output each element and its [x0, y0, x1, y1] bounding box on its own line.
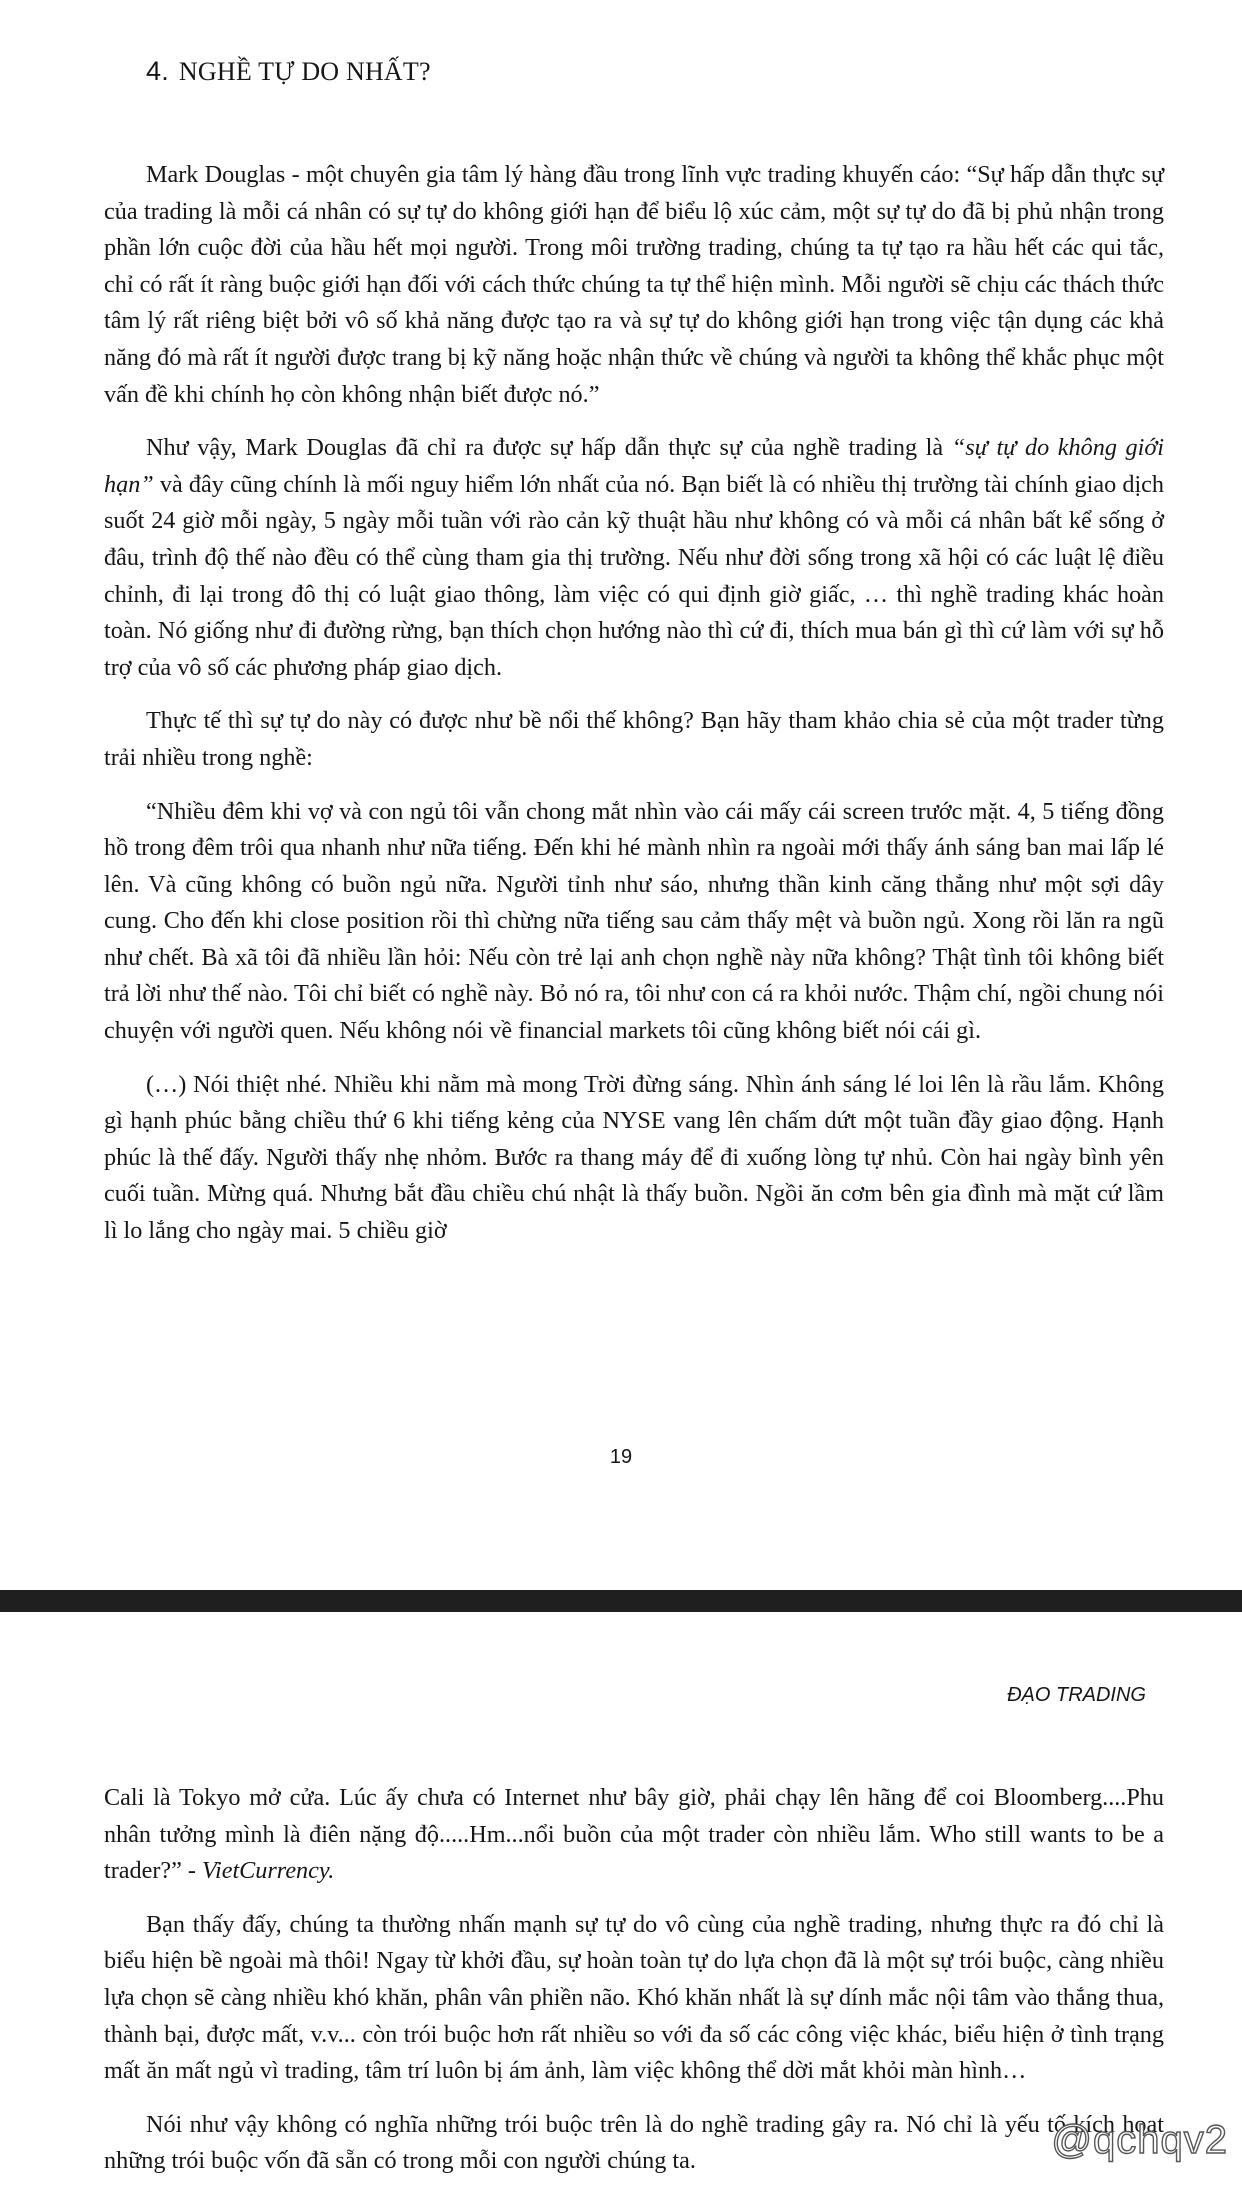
- watermark: @qchqv2: [1051, 2118, 1228, 2162]
- paragraph-trader-story: “Nhiều đêm khi vợ và con ngủ tôi vẫn chong mắt nhìn vào cái mấy cái screen trước mặt. 4, 5 tiếng đồng hồ trong đêm trôi qua nhanh như nữa tiếng. Đến khi hé mành nhìn ra ngoài mới thấy ánh sáng ban mai lấp lé lên. Và cũng không có buồn ngủ nữa. Người tỉnh như sáo, nhưng thần kinh căng thẳng như một sợi dây cung. Cho đến khi close position rồi thì chừng nữa tiếng sau cảm thấy mệt và buồn ngủ. Xong rồi lăn ra ngũ như chết. Bà xã tôi đã nhiều lần hỏi: Nếu còn trẻ lại anh chọn nghề này nữa không? Thật tình tôi không biết trả lời như thế nào. Tôi chỉ biết có nghề này. Bỏ nó ra, tôi như con cá ra khỏi nước. Thậm chí, ngồi chung nói chuyện với người quen. Nếu không nói về financial markets tôi cũng không biết nói cái gì.: [104, 797, 1164, 1045]
- page-20-body: [104, 1780, 1164, 2197]
- paragraph-trader-story-continued: (…) Nói thiệt nhé. Nhiều khi nằm mà mong Trời đừng sáng. Nhìn ánh sáng lé loi lên là rầu lắm. Không gì hạnh phúc bằng chiều thứ 6 khi tiếng kẻng của NYSE vang lên chấm dứt một tuần đầy giao động. Hạnh phúc là thế đấy. Người thấy nhẹ nhỏm. Bước ra thang máy để đi xuống lòng tự nhủ. Còn hai ngày bình yên cuối tuần. Mừng quá. Nhưng bắt đầu chiều chú nhật là thấy buồn. Ngồi ăn cơm bên gia đình mà mặt cứ lầm lì lo lắng cho ngày mai. 5 chiều giờ: [104, 1070, 1164, 1245]
- paragraph-text: và đây cũng chính là mối nguy hiểm lớn nhất của nó. Bạn biết là có nhiều thị trường tài chính giao dịch suốt 24 giờ mỗi ngày, 5 ngày mỗi tuần với rào cản kỹ thuật hầu như không có và mỗi cá nhân bất kể sống ở đâu, trình độ thế nào đều có thể cùng tham gia thị trường. Nếu như đời sống trong xã hội có các luật lệ điều chỉnh, đi lại trong đô thị có luật giao thông, làm việc có qui định giờ giấc, … thì nghề trading khác hoàn toàn. Nó giống như đi đường rừng, bạn thích chọn hướng nào thì cứ đi, thích mua bán gì thì cứ làm với sự hỗ trợ của vô số các phương pháp giao dịch.: [104, 470, 1164, 681]
- heading-title: NGHỀ TỰ DO NHẤT?: [178, 57, 431, 86]
- heading-number: 4.: [146, 56, 169, 86]
- running-header: ĐẠO TRADING: [1007, 1684, 1146, 1706]
- page-19-body: [104, 157, 1164, 1267]
- section-heading: [146, 56, 431, 87]
- paragraph-text: Như vậy, Mark Douglas đã chỉ ra được sự hấp dẫn thực sự của nghề trading là: [146, 434, 952, 462]
- paragraph-story-end: [104, 1780, 1164, 1890]
- paragraph-unlimited-freedom: [104, 430, 1164, 686]
- page-number: 19: [609, 1446, 633, 1468]
- paragraph-freedom-constraint: Bạn thấy đấy, chúng ta thường nhấn mạnh sự tự do vô cùng của nghề trading, nhưng thực ra đó chỉ là biểu hiện bề ngoài mà thôi! Ngay từ khởi đầu, sự hoàn toàn tự do lựa chọn đã là một sự trói buộc, càng nhiều lựa chọn sẽ càng nhiều khó khăn, phân vân phiền não. Khó khăn nhất là sự dính mắc nội tâm vào thắng thua, thành bại, được mất, v.v... còn trói buộc hơn rất nhiều so với đa số các công việc khác, biểu hiện ở tình trạng mất ăn mất ngủ vì trading, tâm trí luôn bị ám ảnh, làm việc không thể dời mắt khỏi màn hình…: [104, 1910, 1164, 2085]
- page-divider: [0, 1590, 1242, 1612]
- paragraph-reality-question: Thực tế thì sự tự do này có được như bề nổi thế không? Bạn hãy tham khảo chia sẻ của một trader từng trải nhiều trong nghề:: [104, 707, 1164, 771]
- source-citation: VietCurrency.: [202, 1857, 335, 1885]
- emphasis-phrase: “sự tự do không giới hạn”: [104, 434, 1164, 498]
- paragraph-conclusion: Nói như vậy không có nghĩa những trói buộc trên là do nghề trading gây ra. Nó chỉ là yếu tố kích hoạt những trói buộc vốn đã sẵn có trong mỗi con người chúng ta.: [104, 2110, 1164, 2175]
- paragraph-douglas-quote: Mark Douglas - một chuyên gia tâm lý hàng đầu trong lĩnh vực trading khuyến cáo: “Sự hấp dẫn thực sự của trading là mỗi cá nhân có sự tự do không giới hạn để biểu lộ xúc cảm, một sự tự do đã bị phủ nhận trong phần lớn cuộc đời của hầu hết mọi người. Trong môi trường trading, chúng ta tự tạo ra hầu hết các qui tắc, chỉ có rất ít ràng buộc giới hạn đối với cách thức chúng ta tự thể hiện mình. Mỗi người sẽ chịu các thách thức tâm lý rất riêng biệt bởi vô số khả năng được tạo ra và sự tự do không giới hạn trong việc tận dụng các khả năng đó mà rất ít người được trang bị kỹ năng hoặc nhận thức về chúng và người ta không thể khắc phục một vấn đề khi chính họ còn không nhận biết được nó.”: [104, 161, 1164, 408]
- paragraph-text: Cali là Tokyo mở cửa. Lúc ấy chưa có Internet như bây giờ, phải chạy lên hãng để coi Bloomberg....Phu nhân tưởng mình là điên nặng độ.....Hm...nổi buồn của một trader còn nhiều lắm. Who still wants to be a trader?” -: [104, 1784, 1164, 1885]
